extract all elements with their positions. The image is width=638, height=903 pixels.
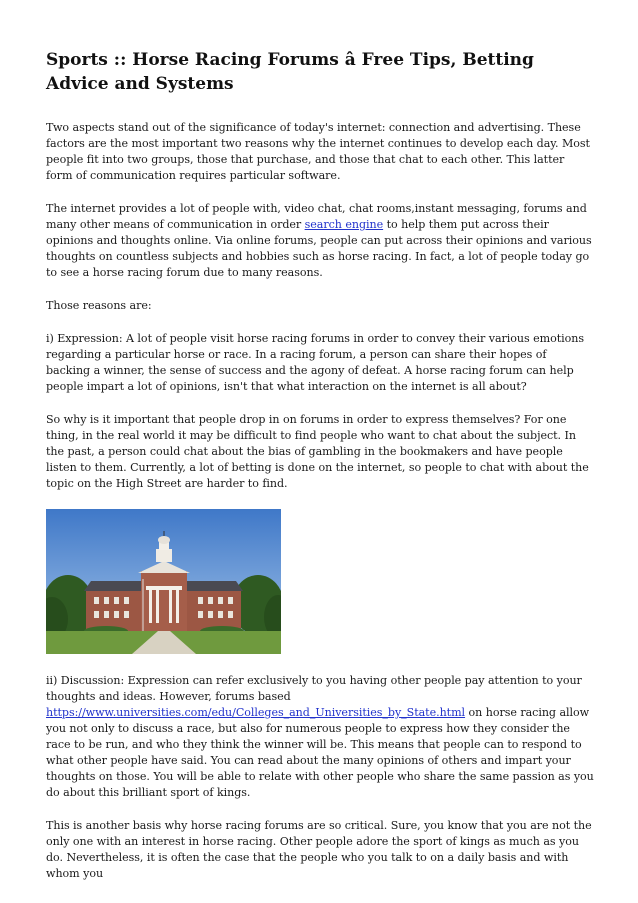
paragraph-text: The internet provides a lot of people with, video chat, chat rooms,instant messaging, forums and many other means of communication in order	[46, 202, 587, 231]
paragraph-intro: Two aspects stand out of the significance of today's internet: connection and advertising. These factors are the most important two reasons why the internet continues to develop each day. Most people fit into two groups, those that purchase, and those that chat to each other. This latter form of communication requires particular software.	[46, 121, 590, 182]
page-title: Sports :: Horse Racing Forums â Free Tips, Betting Advice and Systems	[46, 50, 534, 94]
document-page	[46, 48, 594, 899]
universities-link[interactable]: https://www.universities.com/edu/Colleges_and_Universities_by_State.html	[46, 706, 466, 719]
paragraph-text: to help them put across their opinions and thoughts online. Via online forums, people can put across their opinions and various thoughts on countless subjects and hobbies such as horse racing. In fact, a lot of people today go to see a horse racing forum due to many reasons.	[46, 218, 592, 279]
paragraph-text: ii) Discussion: Expression can refer exclusively to you having other people pay attention to your thoughts and ideas. However, forums based	[46, 674, 582, 703]
cupola-dome	[158, 536, 170, 544]
paragraph-why-forums: So why is it important that people drop in on forums in order to express themselves? For one thing, in the real world it may be difficult to find people who want to chat about the subject. In the past, a person could chat about the bias of gambling in the bookmakers and have people listen to them. Currently, a lot of betting is done on the internet, so people to chat with about the topic on the High Street are harder to find.	[46, 413, 589, 490]
paragraph-discussion	[46, 673, 594, 801]
paragraph-critical: This is another basis why horse racing forums are so critical. Sure, you know that you are not the only one with an interest in horse racing. Other people adore the sport of kings as much as you do. Nevertheless, it is often the case that the people who you talk to on a daily basis and with whom you	[46, 819, 592, 880]
search-engine-link[interactable]: search engine	[304, 218, 384, 231]
paragraph-reasons: Those reasons are:	[46, 299, 152, 312]
cupola-base	[156, 549, 172, 562]
paragraph-internet	[46, 201, 594, 281]
paragraph-expression: i) Expression: A lot of people visit horse racing forums in order to convey their various emotions regarding a particular horse or race. In a racing forum, a person can share their hopes of backing a winner, the sense of success and the agony of defeat. A horse racing forum can help people impart a lot of opinions, isn't that what interaction on the internet is all about?	[46, 332, 585, 393]
building-center	[141, 571, 187, 631]
university-building-photo	[46, 509, 281, 654]
paragraph-text: on horse racing allow you not only to discuss a race, but also for numerous people to express how they consider the race to be run, and who they think the winner will be. This means that people can to respond to what other people have said. You can read about the many opinions of others and impart your thoughts on those. You will be able to relate with other people who share the same passion as you do about this brilliant sport of kings.	[46, 706, 594, 799]
